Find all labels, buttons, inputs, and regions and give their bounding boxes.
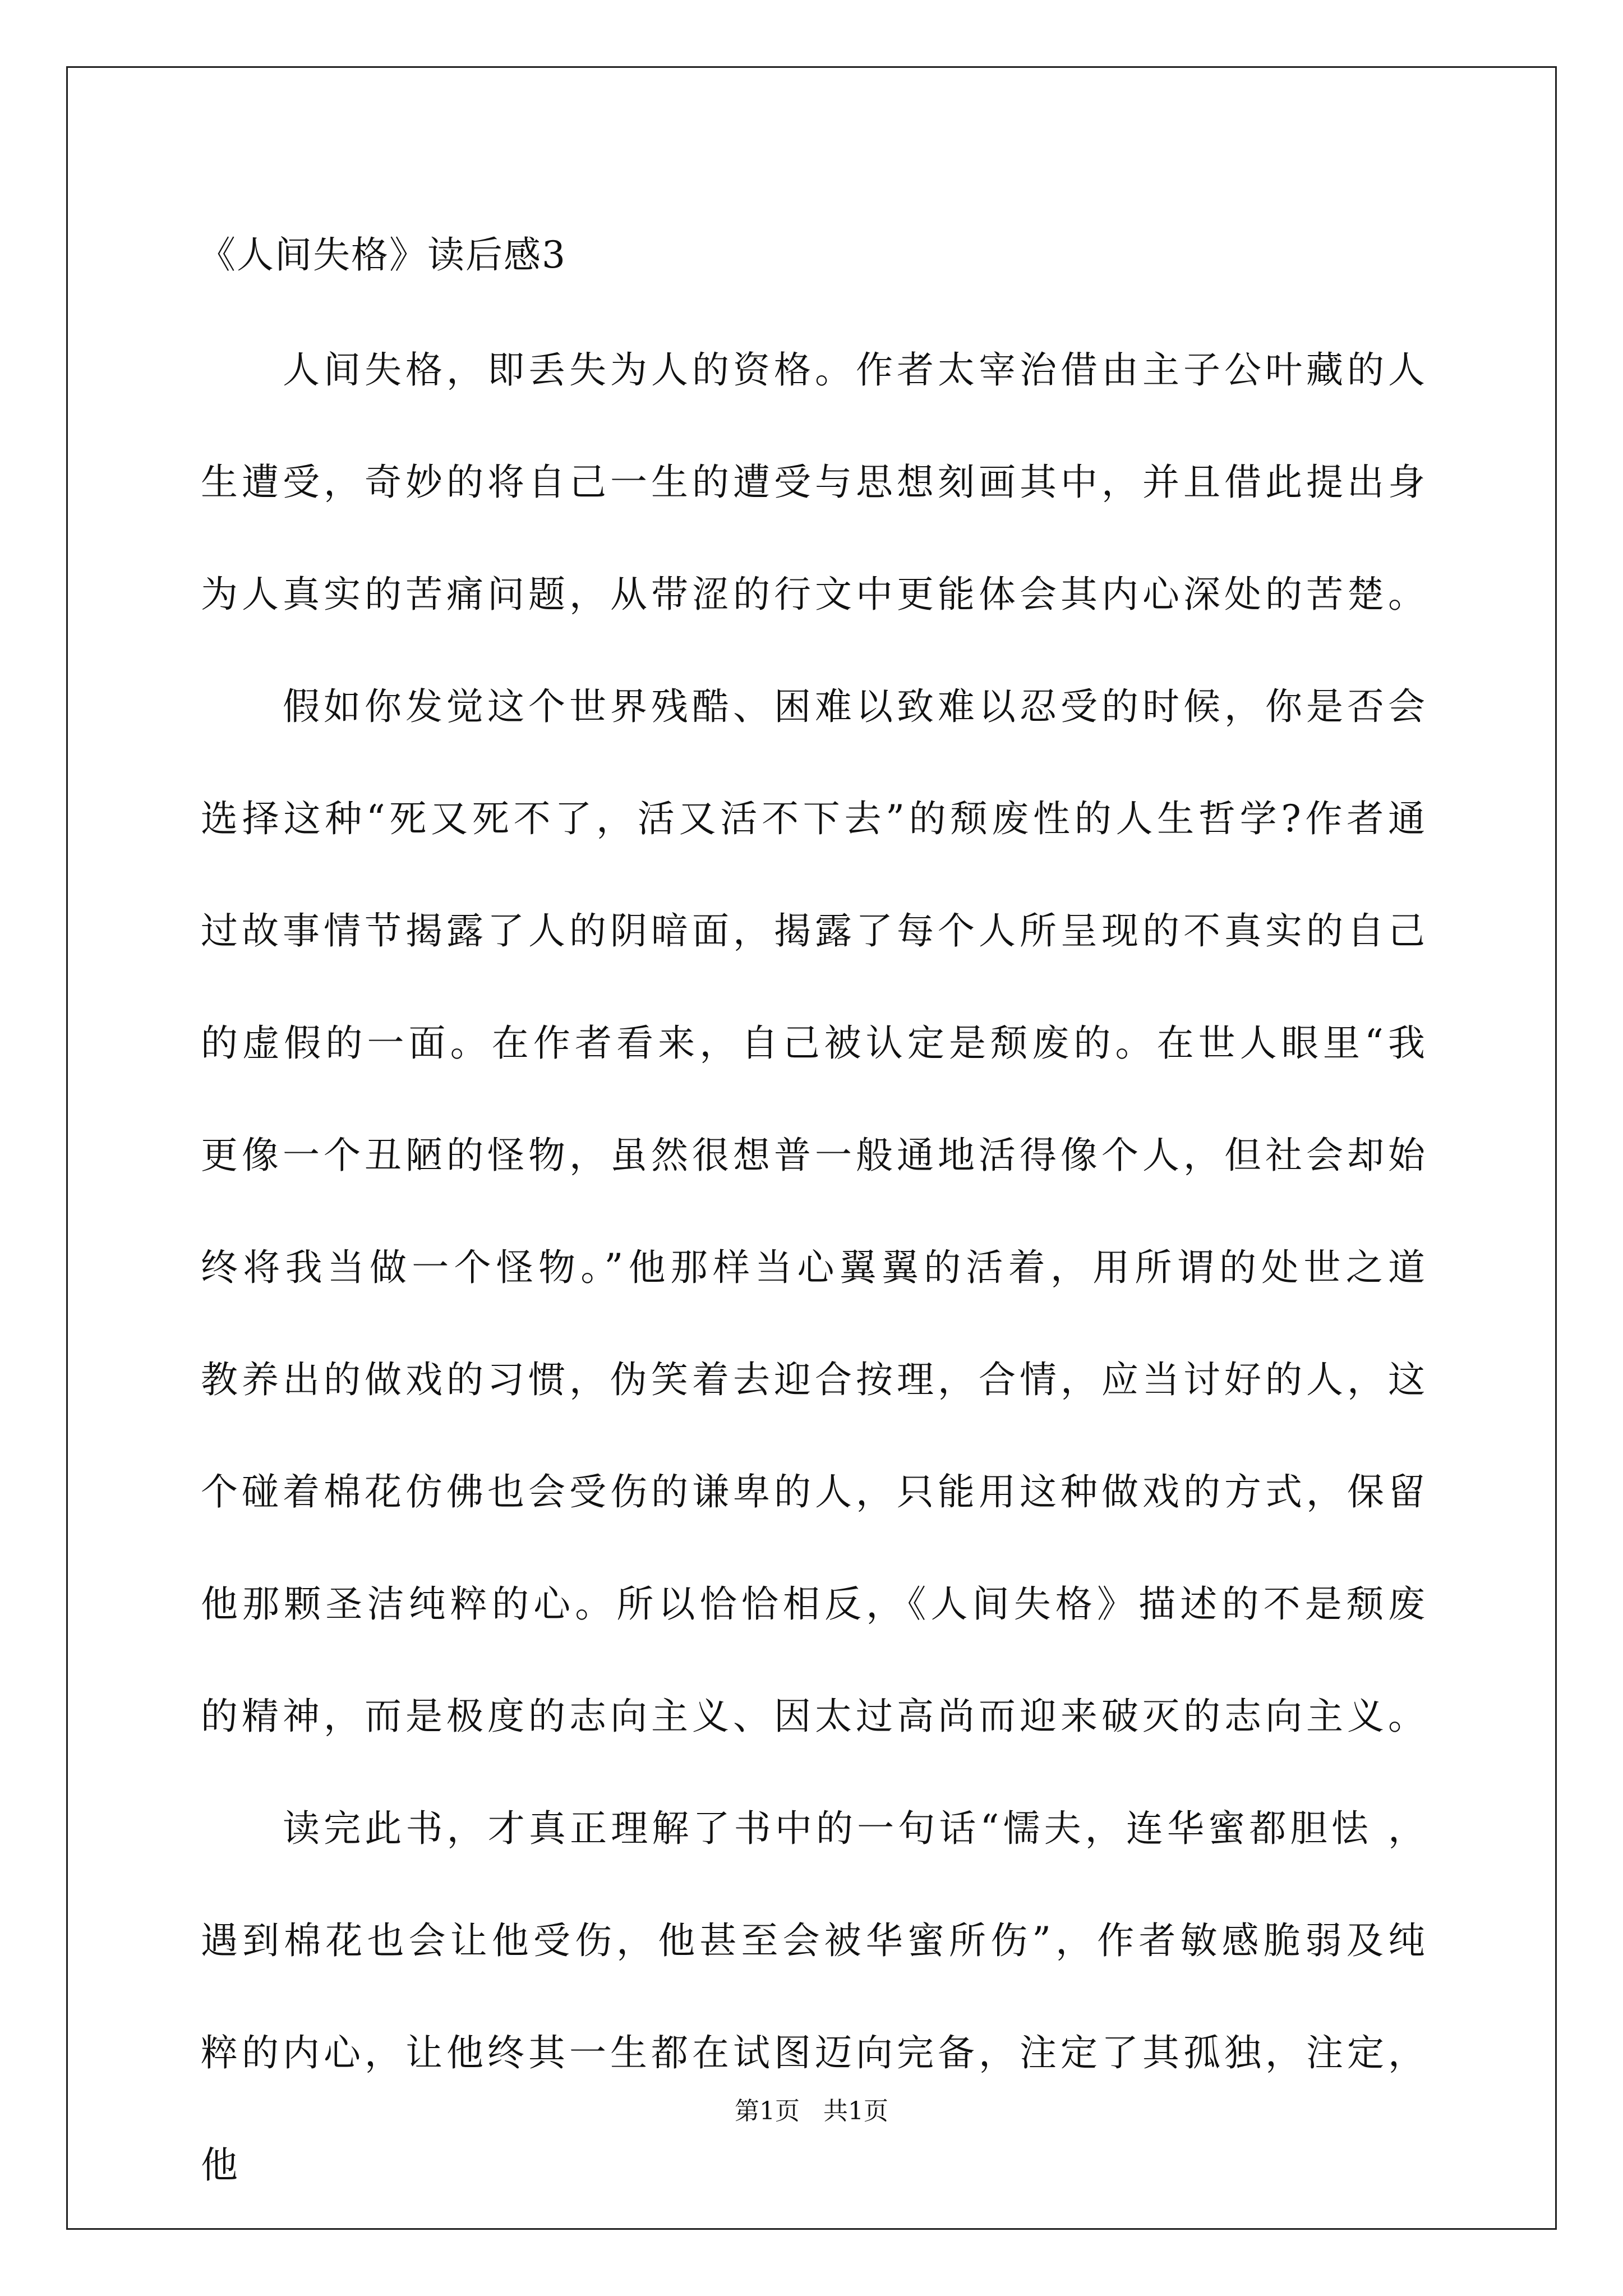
page-footer (0, 2095, 1623, 2128)
document-body (201, 314, 1429, 2221)
paragraph-3: 读完此书，才真正理解了书中的一句话“懦夫，连华蜜都胆怯 ，遇到棉花也会让他受伤，他甚至会被华蜜所伤”，作者敏感脆弱及纯粹的内心，让他终其一生都在试图迈向完备，注定了其孤独，注定，他 (201, 1807, 1429, 2187)
page-number-current: 第1页 (735, 2097, 800, 2125)
paragraph-2: 假如你发觉这个世界残酷、困难以致难以忍受的时候，你是否会选择这种“死又死不了，活又活不下去”的颓废性的人生哲学?作者通过故事情节揭露了人的阴暗面，揭露了每个人所呈现的不真实的自己的虚假的一面。在作者看来，自己被认定是颓废的。在世人眼里“我更像一个丑陋的怪物，虽然很想普一般通地活得像个人，但社会却始终将我当做一个怪物。”他那样当心翼翼的活着，用所谓的处世之道教养出的做戏的习惯，伪笑着去迎合按理，合情，应当讨好的人，这个碰着棉花仿佛也会受伤的谦卑的人，只能用这种做戏的方式，保留他那颗圣洁纯粹的心。所以恰恰相反，《人间失格》描述的不是颓废的精神，而是极度的志向主义、因太过高尚而迎来破灭的志向主义。 (201, 685, 1429, 1738)
paragraph-1: 人间失格，即丢失为人的资格。作者太宰治借由主子公叶藏的人生遭受，奇妙的将自己一生的遭受与思想刻画其中，并且借此提出身为人真实的苦痛问题，从带涩的行文中更能体会其内心深处的苦楚。 (201, 348, 1429, 616)
page-number-total: 共1页 (823, 2097, 888, 2125)
document-title: 《人间失格》读后感3 (199, 233, 566, 277)
